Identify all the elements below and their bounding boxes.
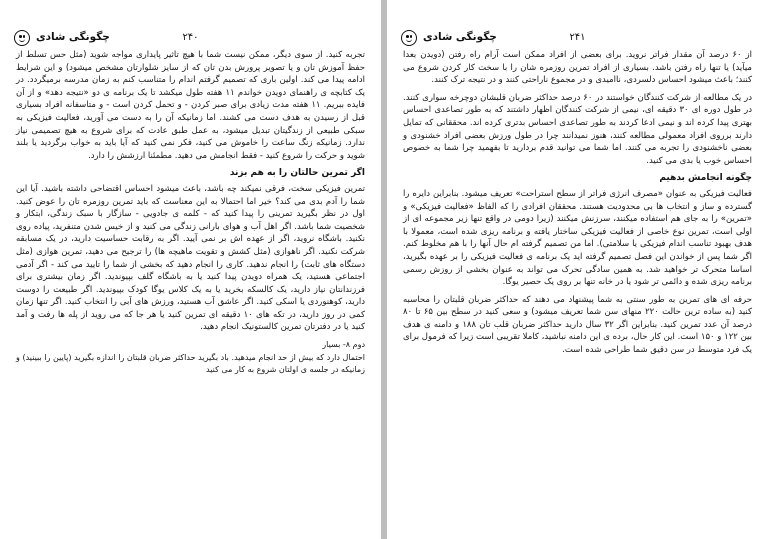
footnote-text: احتمال دارد که بیش از حد انجام میدهید. باد بگیرید حداکثر ضربان قلبتان را اندازه بگیرید (پایین را ببینید) و زمانیکه در جلسه ی اولتان شروع به کار می کنید (16, 352, 365, 375)
page-number: ۲۴۱ (569, 32, 586, 43)
page-body (16, 49, 365, 377)
left-page (0, 0, 381, 539)
page-header (401, 30, 754, 50)
right-page (387, 0, 768, 539)
book-title: چگونگی شادی (423, 31, 497, 43)
section-heading: اگر تمرین حالتان را به هم بزند (229, 168, 365, 179)
paragraph: تمرین فیزیکی سخت، فرقی نمیکند چه باشد، باعث میشود احساس اقتضاحی داشته باشید. آیا این شما را آدم بدی می کند؟ خیر اما احتمالا به این معناست که باید تمرین روزمره تان را عوض کنید. اول در نظر بگیرید تمرینی را پیدا کنید که - کلمه ی جادویی - سازگار با سبک زندگی، ابتکار و شخصیت شما باشد. اگر اهل آب و هوای بارانی زندگی می کنید و از خیس شدن متنفرید، پیاده روی نکنید. باشگاه نروید، اگر از عهده اش بر نمی آیید. اگر به رقابت حساسیت دارید، در یک مسابقه شرکت نکنید. اگر ناهوازی (مثل کشش و تقویت ماهیچه ها) را ترجیح می دهید، تمرین هوازی (مثل دستگاه های ثابت) را انجام ندهید. کاری را انجام دهید که بخشی از شما را تایید می کند - اگر آدمی اجتماعی هستید، یک همراه دویدن پیدا کنید یا به باشگاه گلف بپیوندید. اگر زمان بیشتری برای فرزندانتان نیاز دارید، یک کالسکه بخرید یا به یک کلاس یوگا کودک بپیوندید. اگر طبیعت را دوست دارید، کوهنوردی یا اسکی کنید. اگر عاشق آب هستید، ورزش های آبی را انتخاب کنید. اگر تنها زمان کمی در روز دارید، در تکه های ۱۰ دقیقه ای تمرین کنید یا هر جا که می روید از پله ها رفت و آمد کنید یا در دفترتان تمرین کالستونیک انجام دهید. (16, 183, 366, 333)
paragraph: تجربه کنید. از سوی دیگر، ممکن نیست شما با هیچ تاثیر پایداری مواجه شوید (مثل حس تسلط از حفظ آموزش تان و یا تصویر پرورش بدن تان که از سایز شلوارتان مشخص میشود) و این شرایط ادامه پیدا می کند. اولین باری که تصمیم گرفتم اندام را متناسب کنم به زمان مدرسه برمیگردد. در یک کتابچه ی راهنمای دویدن خواندم ۱۱ هفته طول میکشد تا یک برنامه ی دو «نتیجه دهد» و از آن فایده ببریم. ۱۱ هفته مدت زیادی برای صبر کردن - و تحمل کردن است - و متاسفانه افراد بسیاری قبل از رسیدن به هدف دست می کشند. اما زمانیکه آن را به دست می آورید، فعالیت فیزیکی به سبکی طبیعی از زندگیتان تبدیل میشود، به عمل طبق عادت که برای شروع به هیچ تصمیمی نیاز ندارد. زمانیکه زنگ ساعت را خاموش می کنید، فکر نمی کنید که آیا باید به خواب برگردید یا بلند شوید و حرکت را شروع کنید - فقط انجامش می دهید. مطمئنا ارزشش را دارد. (16, 50, 365, 161)
paragraph: فعالیت فیزیکی به عنوان «مصرف انرژی فراتر از سطح استراحت» تعریف میشود. بنابراین دایره را گسترده و ساز و انتخاب ها بی محدودیت هستند. محققان افرادی را که الفاظ «فعالیت فیزیکی» و «تمرین» را به جای هم استفاده میکنند، سرزنش میکنند (زیرا دومی در واقع تنها زیر مجموعه ای از اولی است، تمرین نوع خاصی از فعالیت فیزیکی ساختار یافته و برنامه ریزی شده است، معمولا با هدف بهبود تناسب اندام فیزیکی یا سلامتی). اما من تصمیم گرفته ام حال آنها را با هم مخلوط کنم. اگر شما پس از خواندن این فصل تصمیم گرفته اید یک برنامه ی فعالیت فیزیکی را بر عهده بگیرید، اساسا متحرک تر خواهید شد. به همین سادگی تحرک می تواند به عنوان بخشی از روزش رسمی برنامه ریزی شده و دائمی تر شود یا در خانه تنها بر روی یک حصیر یوگا. (403, 188, 752, 288)
page-body (403, 49, 752, 362)
footnote-label: دوم ۸- بسیار (322, 340, 365, 350)
page-number: ۲۴۰ (182, 32, 199, 43)
paragraph: از ۶۰ درصد آن مقدار فراتر نروید. برای بعضی از افراد ممکن است آرام راه رفتن (دویدن بعدا میآید) یا تنها راه رفتن باشد. بسیاری از افراد تمرین روزمره شان را با سخت کار کردن شروع می کنند؛ باعث میشود احساس دلسردی، ناامیدی و در مجموع ناراحتی کنند و در نتیجه ترک کنند. (403, 50, 752, 86)
paragraph: در یک مطالعه از شرکت کنندگان خواستند در ۶۰ درصد حداکثر ضربان قلبشان دوچرخه سواری کنند. در طول دوره ای ۳۰ دقیقه ای، نیمی از شرکت کنندگان اظهار داشتند که به طور تصاعدی احساس بهتری پیدا کرده اند و نیمی ادعا کردند به طور تصاعدی احساس بدتری کرده اند. محققانی که تمایل دارند برروی افراد معمولی مطالعه کنند، هنوز نمیدانند چرا در طول ورزش بعضی افراد خشنودی و بعضی ناخشنودی را تجربه می کنند. اما شما می توانید قدم بردارید تا بفهمید چرا شما به خصوص احساس خوب یا بدی می کنید. (403, 92, 753, 166)
book-title: چگونگی شادی (36, 31, 110, 43)
section-heading: چگونه انجامش بدهیم (659, 173, 752, 184)
page-header (14, 30, 367, 50)
paragraph: حرفه ای های تمرین به طور سنتی به شما پیشنهاد می دهند که حداکثر ضربان قلبتان را محاسبه کنید (به ساده ترین حالت ۲۲۰ منهای سن شما تعریف میشود) و سعی کنید در سطح بین ۶۵ تا ۸۰ درصد آن عدد تمرین کنید. بنابراین اگر ۳۲ سال دارید حداکثر ضربان قلب تان ۱۸۸ و دامنه ی هدف بین ۱۲۲ و ۱۵۰ است. این کار حال، برده ی این دامنه نباشید، کاملا تقریبی است زیرا که فرمول برای یک فرد متوسط در سن دقیق شما طراحی شده است. (403, 294, 753, 356)
